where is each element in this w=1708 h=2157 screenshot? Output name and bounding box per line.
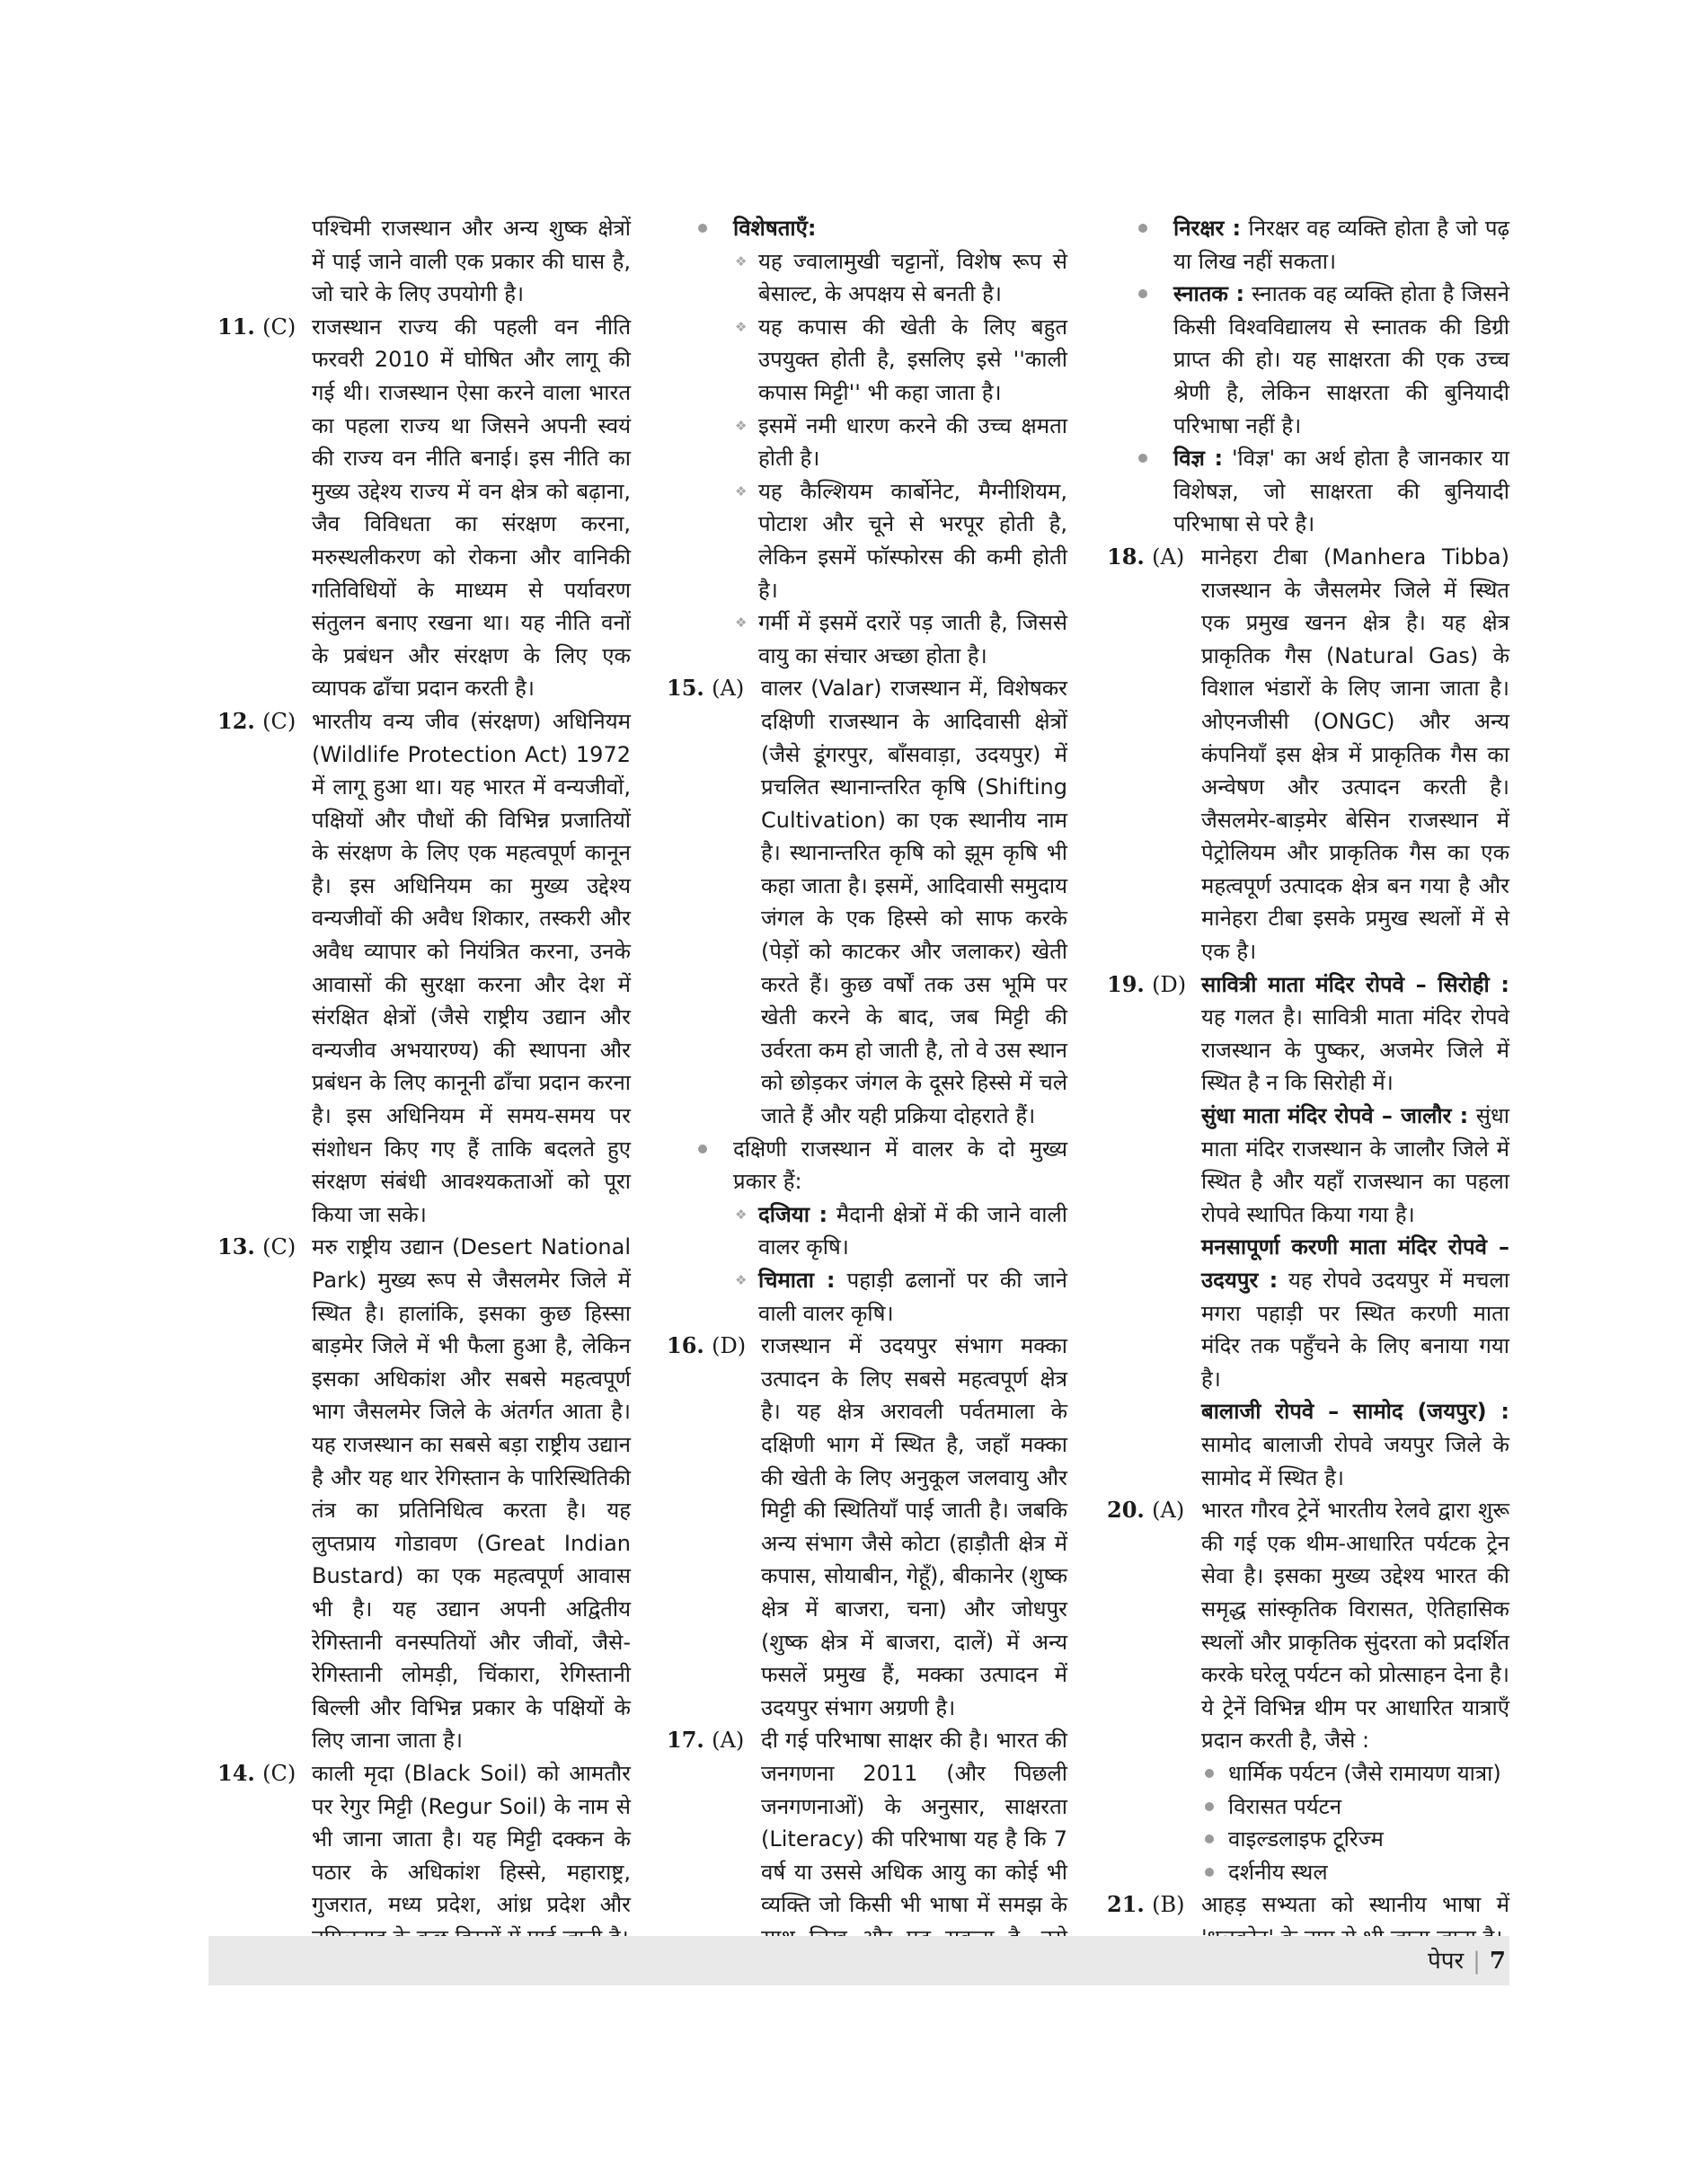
feature-item: ❖ यह कपास की खेती के लिए बहुत उपयुक्त होती है, इसलिए इसे ''काली कपास मिट्टी'' भी कहा जाता है।: [658, 311, 1067, 410]
answer-text: भारतीय वन्य जीव (संरक्षण) अधिनियम (Wildlife Protection Act) 1972 में लागू हुआ था। यह भारत में वन्यजीवों, पक्षियों और पौधों की विभिन्न प्रजातियों के संरक्षण के लिए एक महत्वपूर्ण कानून है। इस अधिनियम का मुख्य उद्देश्य वन्यजीवों की अवैध शिकार, तस्करी और अवैध व्यापार को नियंत्रित करना, उनके आवासों की सुरक्षा करना और देश में संरक्षित क्षेत्रों (जैसे राष्ट्रीय उद्यान और वन्यजीव अभयारण्य) की स्थापना और प्रबंधन के लिए कानूनी ढाँचा प्रदान करना है। इस अधिनियम में समय-समय पर संशोधन किए गए हैं ताकि बदलते हुए संरक्षण संबंधी आवश्यकताओं को पूरा किया जा सके।: [312, 708, 631, 1227]
tour-type-item: विरासत पर्यटन: [1201, 1790, 1509, 1824]
answer-option: (A): [712, 676, 745, 702]
question-20: [1098, 1494, 1509, 1888]
definition-item: निरक्षर : निरक्षर वह व्यक्ति होता है जो पढ़ या लिख नहीं सकता।: [1098, 212, 1509, 278]
answer-option: (C): [262, 1234, 296, 1260]
question-16: [658, 1330, 1067, 1724]
answer-option: (B): [1152, 1892, 1185, 1918]
ropeway-item: मनसापूर्णा करणी माता मंदिर रोपवे – उदयपुर : यह रोपवे उदयपुर में मचला मगरा पहाड़ी पर स्थित करणी माता मंदिर तक पहुँचने के लिए बनाया गया है।: [1201, 1234, 1509, 1392]
footer-separator: |: [1473, 1948, 1481, 1975]
question-number: 13.: [217, 1233, 255, 1260]
answer-text: राजस्थान में उदयपुर संभाग मक्का उत्पादन के लिए सबसे महत्वपूर्ण क्षेत्र है। यह क्षेत्र अरावली पर्वतमाला के दक्षिणी भाग में स्थित है, जहाँ मक्का की खेती के लिए अनुकूल जलवायु और मिट्टी की स्थितियाँ पाई जाती है। जबकि अन्य संभाग जैसे कोटा (हाड़ौती क्षेत्र में कपास, सोयाबीन, गेहूँ), बीकानेर (शुष्क क्षेत्र में बाजरा, चना) और जोधपुर (शुष्क क्षेत्र में बाजरा, दालें) में अन्य फसलें प्रमुख हैं, मक्का उत्पादन में उदयपुर संभाग अग्रणी है।: [761, 1333, 1067, 1720]
question-number: 18.: [1107, 543, 1145, 570]
valar-types-intro: दक्षिणी राजस्थान में वालर के दो मुख्य प्रकार हैं:: [658, 1133, 1067, 1198]
ropeway-item: सुंधा माता मंदिर रोपवे – जालौर : सुंधा माता मंदिर राजस्थान के जालौर जिले में स्थित है और यहाँ राजस्थान का पहला रोपवे स्थापित किया गया है।: [1201, 1103, 1509, 1227]
valar-type-item: ❖ चिमाता : पहाड़ी ढलानों पर की जाने वाली वालर कृषि।: [658, 1264, 1067, 1330]
question-19: [1098, 968, 1509, 1495]
question-number: 20.: [1107, 1497, 1145, 1524]
answer-option: (C): [262, 708, 296, 734]
answer-text: आहड़ सभ्यता को स्थानीय भाषा में: [1201, 1892, 1509, 1918]
feature-item: ❖ गर्मी में इसमें दरारें पड़ जाती है, जिससे वायु का संचार अच्छा होता है।: [658, 606, 1067, 672]
answer-text: मरु राष्ट्रीय उद्यान (Desert National Park) मुख्य रूप से जैसलमेर जिले में स्थित है। हालांकि, इसका कुछ हिस्सा बाड़मेर जिले में भी फैला हुआ है, लेकिन इसका अधिकांश और सबसे महत्वपूर्ण भाग जैसलमेर जिले के अंतर्गत आता है। यह राजस्थान का सबसे बड़ा राष्ट्रीय उद्यान है और यह थार रेगिस्तान के पारिस्थितिकी तंत्र का प्रतिनिधित्व करता है। यह लुप्तप्राय गोडावण (Great Indian Bustard) का एक महत्वपूर्ण आवास भी है। यह उद्यान अपनी अद्वितीय रेगिस्तानी वनस्पतियों और जीवों, जैसे-रेगिस्तानी लोमड़ी, चिंकारा, रेगिस्तानी बिल्ली और विभिन्न प्रकार के पक्षियों के लिए जाना जाता है।: [312, 1234, 631, 1754]
answer-option: (C): [262, 314, 296, 340]
question-15: [658, 672, 1067, 1132]
answer-text: भारत गौरव ट्रेनें भारतीय रेलवे द्वारा शुरू की गई एक थीम-आधारित पर्यटक ट्रेन सेवा है। इसका मुख्य उद्देश्य भारत की समृद्ध सांस्कृतिक विरासत, ऐतिहासिक स्थलों और प्राकृतिक सुंदरता को प्रदर्शित करके घरेलू पर्यटन को प्रोत्साहन देना है। ये ट्रेनें विभिन्न थीम पर आधारित यात्राएँ प्रदान करती है, जैसे :: [1201, 1498, 1509, 1754]
question-12: [208, 705, 631, 1232]
answer-option: (D): [712, 1333, 747, 1359]
question-number: 11.: [217, 313, 255, 340]
question-number: 21.: [1107, 1891, 1145, 1918]
answer-text: सावित्री माता मंदिर रोपवे – सिरोही : यह गलत है। सावित्री माता मंदिर रोपवे राजस्थान के पुष्कर, अजमेर जिले में स्थित है न कि सिरोही में।: [1201, 971, 1509, 1096]
question-number: 19.: [1107, 970, 1145, 997]
answer-option: (A): [1152, 1498, 1185, 1524]
question-number: 14.: [217, 1759, 255, 1786]
features-heading: विशेषताएँ:: [658, 212, 1067, 245]
feature-item: ❖ यह कैल्शियम कार्बोनेट, मैग्नीशियम, पोटाश और चूने से भरपूर होती है, लेकिन इसमें फॉस्फोरस की कमी होती है।: [658, 475, 1067, 606]
answer-option: (C): [262, 1760, 296, 1786]
page-footer: [1428, 1943, 1506, 1976]
column-2: [658, 212, 1067, 1987]
answer-option: (A): [712, 1728, 745, 1754]
question-18: [1098, 541, 1509, 968]
question-11: [208, 311, 631, 705]
q10-continuation: पश्चिमी राजस्थान और अन्य शुष्क क्षेत्रों में पाई जाने वाली एक प्रकार की घास है, जो चारे के लिए उपयोगी है।: [312, 216, 631, 307]
definition-item: विज्ञ : 'विज्ञ' का अर्थ होता है जानकार या विशेषज्ञ, जो साक्षरता की बुनियादी परिभाषा से परे है।: [1098, 442, 1509, 541]
valar-type-item: ❖ दजिया : मैदानी क्षेत्रों में की जाने वाली वालर कृषि।: [658, 1198, 1067, 1264]
question-number: 15.: [667, 675, 704, 702]
page-number: 7: [1489, 1948, 1506, 1975]
feature-item: ❖ यह ज्वालामुखी चट्टानों, विशेष रूप से बेसाल्ट, के अपक्षय से बनती है।: [658, 245, 1067, 311]
tour-type-item: धार्मिक पर्यटन (जैसे रामायण यात्रा): [1201, 1757, 1509, 1790]
question-number: 12.: [217, 707, 255, 734]
feature-item: ❖ इसमें नमी धारण करने की उच्च क्षमता होती है।: [658, 410, 1067, 475]
column-1: [208, 212, 631, 1954]
answer-option: (A): [1152, 544, 1185, 570]
tour-type-item: दर्शनीय स्थल: [1201, 1856, 1509, 1889]
footer-band: [208, 1936, 1509, 1985]
tour-type-item: वाइल्डलाइफ टूरिज्म: [1201, 1823, 1509, 1856]
answer-text: मानेहरा टीबा (Manhera Tibba) राजस्थान के जैसलमेर जिले में स्थित एक प्रमुख खनन क्षेत्र है। यह क्षेत्र प्राकृतिक गैस (Natural Gas) के विशाल भंडारों के लिए जाना जाता है। ओएनजीसी (ONGC) और अन्य कंपनियाँ इस क्षेत्र में प्राकृतिक गैस का अन्वेषण और उत्पादन करती है। जैसलमेर-बाड़मेर बेसिन राजस्थान में पेट्रोलियम और प्राकृतिक गैस का एक महत्वपूर्ण उत्पादक क्षेत्र बन गया है और मानेहरा टीबा इसके प्रमुख स्थलों में से एक है।: [1201, 544, 1509, 965]
answer-text: दी गई परिभाषा साक्षर की है। भारत की जनगणना 2011 (और पिछली जनगणनाओं) के अनुसार, साक्षरता (Literacy) की परिभाषा यह है कि 7 वर्ष या उससे अधिक आयु का कोई भी व्यक्ति जो किसी भी भाषा में समझ के: [761, 1728, 1067, 1918]
ropeway-item: बालाजी रोपवे – सामोद (जयपुर) : सामोद बालाजी रोपवे जयपुर जिले के सामोद में स्थित है।: [1201, 1399, 1509, 1490]
question-13: [208, 1231, 631, 1757]
question-14: [208, 1757, 631, 1955]
question-number: 17.: [667, 1727, 704, 1754]
answer-text: काली मृदा (Black Soil) को आमतौर पर रेगुर मिट्टी (Regur Soil) के नाम से भी जाना जाता है। यह मिट्टी दक्कन के पठार के अधिकांश हिस्से, महाराष्ट्र, गुजरात, मध्य प्रदेश, आंध्र प्रदेश और: [312, 1760, 631, 1918]
column-3: [1098, 212, 1509, 1954]
answer-text: राजस्थान राज्य की पहली वन नीति फरवरी 2010 में घोषित और लागू की गई थी। राजस्थान ऐसा करने वाला भारत का पहला राज्य था जिसने अपनी स्वयं की राज्य वन नीति बनाई। इस नीति का मुख्य उद्देश्य राज्य में वन क्षेत्र को बढ़ाना, जैव विविधता का संरक्षण करना, मरुस्थलीकरण को रोकना और वानिकी गतिविधियों के माध्यम से पर्यावरण संतुलन बनाए रखना था। यह नीति वनों के प्रबंधन और संरक्षण के लिए एक व्यापक ढाँचा प्रदान करती है।: [312, 314, 631, 702]
definition-item: स्नातक : स्नातक वह व्यक्ति होता है जिसने किसी विश्वविद्यालय से स्नातक की डिग्री प्राप्त की हो। यह साक्षरता की एक उच्च श्रेणी है, लेकिन साक्षरता की बुनियादी परिभाषा नहीं है।: [1098, 278, 1509, 442]
question-number: 16.: [667, 1332, 704, 1359]
answer-text: वालर (Valar) राजस्थान में, विशेषकर दक्षिणी राजस्थान के आदिवासी क्षेत्रों (जैसे डूंगरपुर, बाँसवाड़ा, उदयपुर) में प्रचलित स्थानान्तरित कृषि (Shifting Cultivation) का एक स्थानीय नाम है। स्थानान्तरित कृषि को झूम कृषि भी कहा जाता है। इसमें, आदिवासी समुदाय जंगल के एक हिस्से को साफ करके (पेड़ों को काटकर और जलाकर) खेती करते हैं। कुछ वर्षों तक उस भूमि पर खेती करने के बाद, जब मिट्टी की उर्वरता कम हो जाती है, तो वे उस स्थान को छोड़कर जंगल के दूसरे हिस्से में चले जाते हैं और यही प्रक्रिया दोहराते हैं।: [761, 676, 1067, 1129]
footer-label: पेपर: [1427, 1948, 1465, 1975]
answer-option: (D): [1152, 971, 1187, 997]
